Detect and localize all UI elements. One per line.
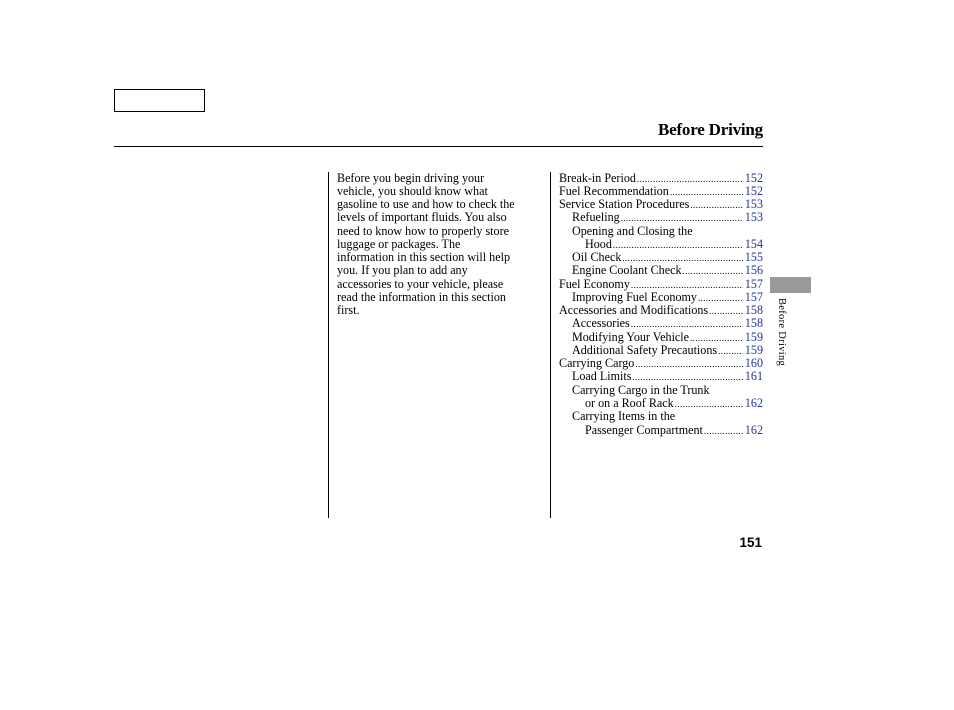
toc-entry-label: Carrying Items in the (572, 410, 676, 424)
toc-entry-label: Accessories and Modifications (559, 304, 709, 318)
toc-entry-label: Carrying Cargo (559, 357, 635, 371)
toc-dot-leader (690, 199, 743, 211)
toc-page-link[interactable]: 159 (744, 343, 763, 357)
intro-line: vehicle, you should know what (337, 183, 488, 198)
toc-page-link[interactable]: 159 (744, 330, 763, 344)
toc-dot-leader (621, 212, 743, 224)
toc-entry-label: Additional Safety Precautions (572, 343, 718, 357)
section-title: Before Driving (657, 120, 763, 139)
toc-dot-leader (622, 252, 742, 264)
toc-entry-label: Modifying Your Vehicle (572, 330, 690, 344)
toc-entry (559, 397, 763, 410)
toc-entry (559, 264, 763, 277)
toc-dot-leader (698, 292, 743, 304)
toc-page-link[interactable]: 162 (744, 423, 763, 437)
toc-page-link[interactable]: 153 (744, 211, 763, 225)
intro-line: gasoline to use and how to check the (337, 197, 515, 212)
toc-entry (559, 317, 763, 330)
toc-page-link[interactable]: 153 (744, 198, 763, 212)
toc-entry-label: Improving Fuel Economy (572, 290, 697, 304)
column-divider-right (550, 172, 551, 518)
toc-entry-label: Carrying Cargo in the Trunk (572, 383, 710, 397)
toc-dot-leader (718, 345, 743, 357)
intro-line: first. (337, 303, 360, 318)
toc-entry (559, 424, 763, 437)
toc-entry (559, 370, 763, 383)
toc-entry (559, 185, 763, 198)
table-of-contents (559, 172, 763, 437)
toc-page-link[interactable]: 158 (744, 304, 763, 318)
toc-page-link[interactable]: 157 (744, 290, 763, 304)
toc-entry-label: or on a Roof Rack (585, 397, 674, 411)
toc-entry (559, 384, 763, 397)
toc-dot-leader (632, 371, 742, 383)
intro-line: luggage or packages. The (337, 236, 461, 251)
title-divider (114, 146, 763, 147)
intro-line: accessories to your vehicle, please (337, 276, 504, 291)
toc-entry (559, 251, 763, 264)
toc-dot-leader (631, 318, 743, 330)
toc-entry-label: Hood (585, 237, 612, 251)
toc-dot-leader (637, 173, 743, 185)
toc-page-link[interactable]: 152 (744, 184, 763, 198)
toc-entry (559, 172, 763, 185)
toc-entry (559, 225, 763, 238)
intro-paragraph (337, 172, 542, 318)
toc-entry-label: Fuel Economy (559, 277, 630, 291)
toc-dot-leader (675, 398, 743, 410)
toc-dot-leader (631, 279, 743, 291)
toc-page-link[interactable]: 154 (744, 237, 763, 251)
page-number: 151 (739, 535, 762, 550)
toc-entry (559, 357, 763, 370)
toc-entry (559, 238, 763, 251)
toc-page-link[interactable]: 160 (744, 357, 763, 371)
toc-dot-leader (670, 186, 743, 198)
toc-entry-label: Break-in Period (559, 171, 636, 185)
intro-line: levels of important fluids. You also (337, 210, 507, 225)
toc-entry-label: Passenger Compartment (585, 423, 703, 437)
toc-page-link[interactable]: 162 (744, 397, 763, 411)
toc-dot-leader (690, 332, 743, 344)
intro-line: Before you begin driving your (337, 170, 485, 185)
section-tab (770, 277, 811, 293)
toc-entry (559, 291, 763, 304)
toc-entry (559, 304, 763, 317)
toc-entry-label: Refueling (572, 211, 620, 225)
intro-line: information in this section will help (337, 250, 510, 265)
toc-entry (559, 278, 763, 291)
toc-dot-leader (709, 305, 743, 317)
intro-line: need to know how to properly store (337, 223, 509, 238)
intro-line: read the information in this section (337, 289, 506, 304)
intro-line: you. If you plan to add any (337, 263, 468, 278)
toc-dot-leader (683, 265, 743, 277)
toc-page-link[interactable]: 157 (744, 277, 763, 291)
toc-entry-label: Load Limits (572, 370, 632, 384)
toc-entry-label: Oil Check (572, 251, 622, 265)
header-corner-box (114, 89, 205, 112)
toc-page-link[interactable]: 158 (744, 317, 763, 331)
toc-dot-leader (613, 239, 743, 251)
toc-entry-label: Service Station Procedures (559, 198, 690, 212)
toc-entry (559, 410, 763, 423)
toc-dot-leader (704, 425, 743, 437)
toc-page-link[interactable]: 156 (744, 264, 763, 278)
toc-entry (559, 198, 763, 211)
column-divider-left (328, 172, 329, 518)
toc-entry-label: Opening and Closing the (572, 224, 693, 238)
toc-entry-label: Fuel Recommendation (559, 184, 669, 198)
toc-page-link[interactable]: 161 (744, 370, 763, 384)
toc-entry-label: Engine Coolant Check (572, 264, 682, 278)
toc-dot-leader (635, 358, 743, 370)
toc-page-link[interactable]: 155 (744, 251, 763, 265)
section-tab-label: Before Driving (776, 298, 787, 367)
toc-entry (559, 331, 763, 344)
toc-entry (559, 211, 763, 224)
toc-page-link[interactable]: 152 (744, 171, 763, 185)
toc-entry-label: Accessories (572, 317, 630, 331)
toc-entry (559, 344, 763, 357)
